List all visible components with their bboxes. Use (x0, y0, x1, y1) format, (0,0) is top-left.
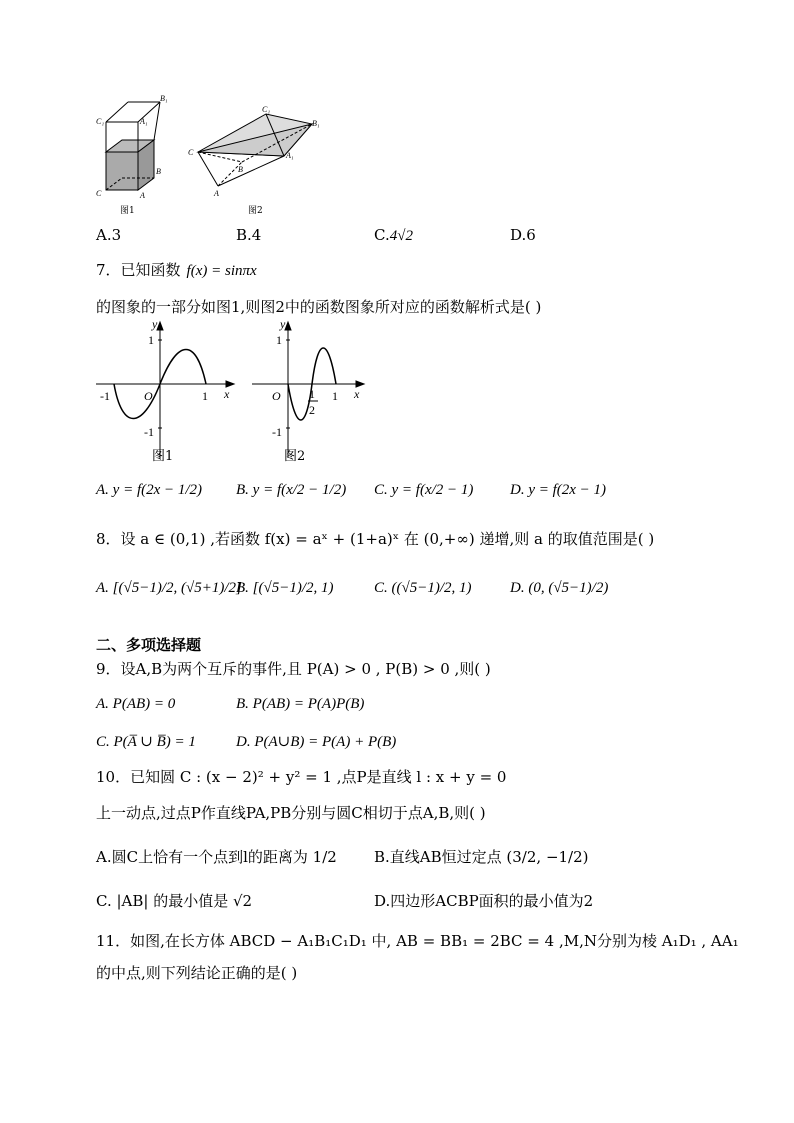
graph2-origin: O (272, 389, 281, 403)
q6-option-d: D.6 (510, 226, 536, 244)
q6-option-c: C.4√2 (374, 226, 413, 244)
graph1-tick-1: 1 (148, 333, 154, 347)
fig1-caption: 图1 (120, 206, 135, 216)
q10-option-a: A.圆C上恰有一个点到l的距离为 1/2 (96, 848, 337, 866)
q7-option-d: D. y = f(2x − 1) (510, 482, 607, 498)
graph1-tick-x1: 1 (202, 389, 208, 403)
graph2-tick-half-den: 2 (309, 403, 315, 417)
fig2-label-a1: A₁ (286, 151, 294, 160)
q8-option-d: D. (0, (√5−1)/2) (510, 580, 609, 596)
q10-stem: 10．已知圆 C : (x − 2)² + y² = 1 ,点P是直线 l : x + y = 0 (96, 768, 507, 786)
fig1-label-a: A (140, 191, 145, 200)
q9-stem: 9．设A,B为两个互斥的事件,且 P(A) > 0 , P(B) > 0 ,则( ) (96, 660, 491, 678)
fig2-label-b1: B₁ (312, 119, 320, 128)
fig1-label-b: B (156, 167, 161, 176)
graph2-x-label: x (354, 387, 360, 401)
q6-option-c-value: 4√2 (389, 228, 413, 244)
q8-option-a: A. [(√5−1)/2, (√5+1)/2] (96, 580, 242, 596)
q7-option-a: A. y = f(2x − 1/2) (96, 482, 203, 498)
graph1-tick-neg1: -1 (100, 389, 110, 403)
graph2-tick-x1: 1 (332, 389, 338, 403)
q7-option-c: C. y = f(x/2 − 1) (374, 482, 474, 498)
graph1-caption: 图1 (152, 449, 174, 464)
fig1-label-b1: B₁ (160, 94, 168, 103)
graph1-tick-yneg1: -1 (144, 425, 154, 439)
q8-option-b: B. [(√5−1)/2, 1) (236, 580, 334, 596)
fig1-label-c: C (96, 189, 102, 198)
q7-figures (92, 318, 372, 466)
q6-option-a: A.3 (96, 226, 122, 244)
q10-line2: 上一动点,过点P作直线PA,PB分别与圆C相切于点A,B,则( ) (96, 804, 486, 822)
graph2-caption: 图2 (284, 449, 306, 464)
q8-stem: 8．设 a ∈ (0,1) ,若函数 f(x) = aˣ + (1+a)ˣ 在 (0,+∞) 递增,则 a 的取值范围是( ) (96, 530, 655, 548)
fig2-caption: 图2 (248, 206, 263, 216)
graph2-tick-1: 1 (276, 333, 282, 347)
graph2-tick-yneg1: -1 (272, 425, 282, 439)
q11-line2: 的中点,则下列结论正确的是( ) (96, 964, 298, 982)
q11-stem: 11．如图,在长方体 ABCD − A₁B₁C₁D₁ 中, AB = BB₁ = 2BC = 4 ,M,N分别为棱 A₁D₁ , AA₁ (96, 932, 739, 950)
fig2-label-a: A (214, 189, 219, 198)
graph2-tick-half-num: 1 (309, 387, 315, 401)
fig1-label-c1: C₁ (96, 117, 105, 126)
q10-option-c: C. |AB| 的最小值是 √2 (96, 892, 253, 910)
q9-option-d: D. P(A∪B) = P(A) + P(B) (236, 734, 397, 750)
graph1-y-label: y (152, 318, 158, 331)
q9-option-c: C. P(A̅ ∪ B̅) = 1 (96, 734, 196, 750)
q9-option-b: B. P(AB) = P(A)P(B) (236, 696, 365, 712)
q7-stem: 7．已知函数 f(x) = sinπx (96, 261, 257, 279)
q10-option-d: D.四边形ACBP面积的最小值为2 (374, 892, 594, 910)
fig2-label-c1: C₁ (262, 105, 271, 114)
q8-option-c: C. ((√5−1)/2, 1) (374, 580, 472, 596)
q10-option-b: B.直线AB恒过定点 (3/2, −1/2) (374, 848, 589, 866)
section-heading: 二、多项选择题 (96, 636, 202, 654)
q6-option-b: B.4 (236, 226, 262, 244)
fig1-label-a1: A₁ (140, 117, 148, 126)
q7-option-b: B. y = f(x/2 − 1/2) (236, 482, 347, 498)
q7-line2: 的图象的一部分如图1,则图2中的函数图象所对应的函数解析式是( ) (96, 298, 542, 316)
fig2-label-c: C (188, 148, 194, 157)
q9-option-a: A. P(AB) = 0 (96, 696, 176, 712)
graph2-y-label: y (280, 318, 286, 331)
graph1-x-label: x (224, 387, 230, 401)
q6-figure (92, 92, 332, 216)
graph1-origin: O (144, 389, 153, 403)
fig2-label-b: B (238, 165, 243, 174)
